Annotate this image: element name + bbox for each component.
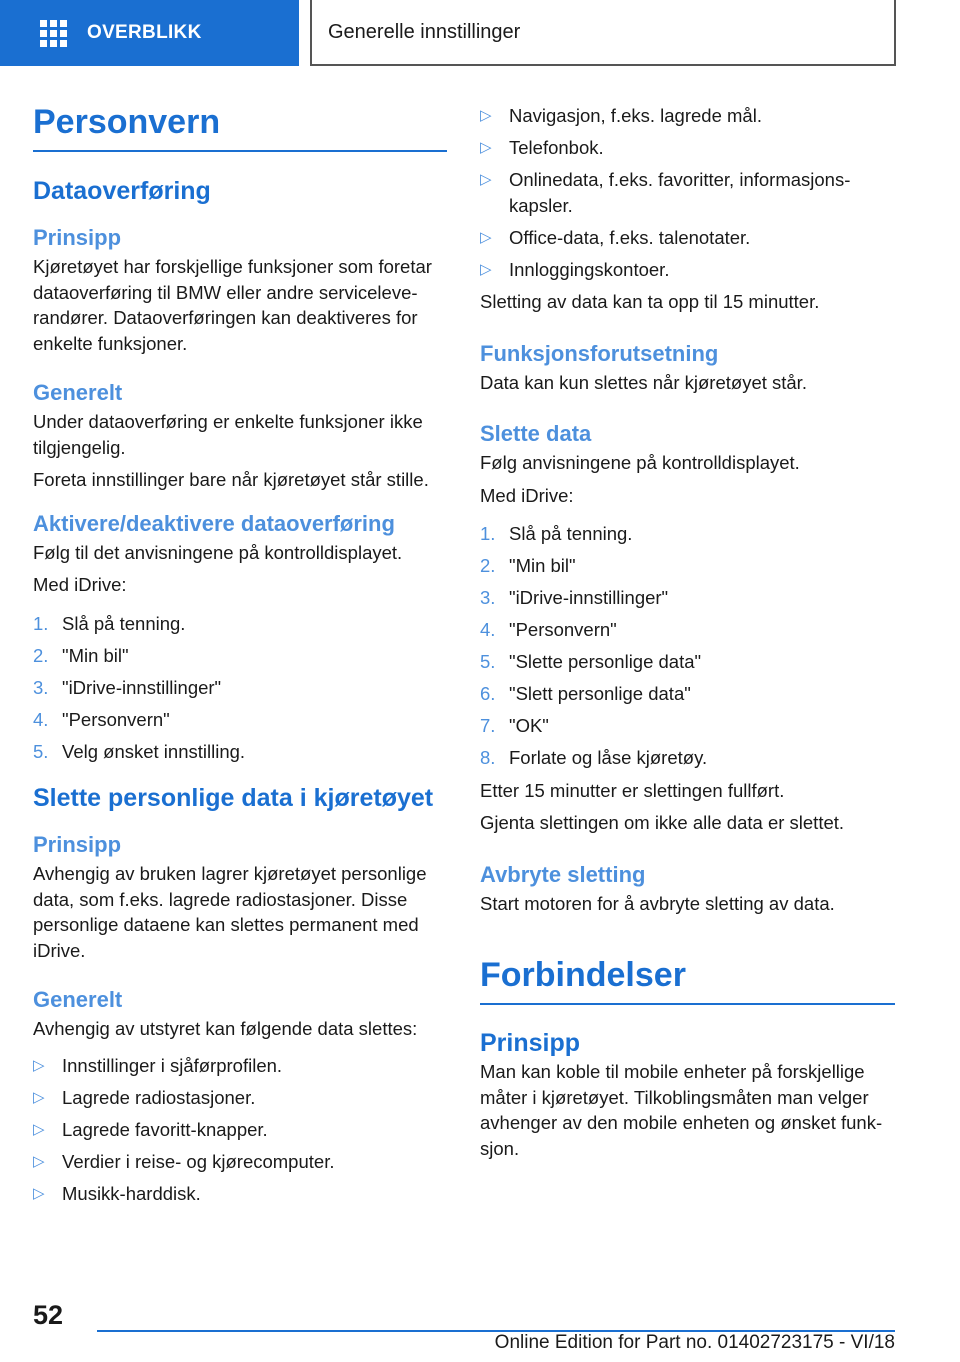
list-item: ▷ Navigasjon, f.eks. lagrede mål.	[480, 103, 895, 129]
subheading-prinsipp: Prinsipp	[33, 225, 122, 250]
triangle-bullet-icon: ▷	[33, 1056, 45, 1074]
paragraph: Følg til det anvisningene på kontrolldisplayet.	[33, 541, 403, 563]
subheading-avbryte-sletting: Avbryte sletting	[480, 861, 646, 887]
list-item: 1. Slå på tenning.	[33, 612, 186, 634]
grid-icon	[40, 20, 67, 47]
subheading-funksjonsforutsetning: Funksjonsforutsetning	[480, 340, 719, 366]
list-item: 7. "OK"	[480, 715, 549, 736]
section-heading-dataoverforing: Dataoverføring	[33, 177, 211, 205]
subheading-generelt: Generelt	[33, 987, 123, 1012]
list-item: ▷ Innloggingskontoer.	[480, 257, 895, 283]
list-item: 5. Velg ønsket innstilling.	[33, 740, 246, 762]
bullet-list	[33, 1053, 447, 1207]
paragraph: Foreta innstillinger bare når kjøretøyet står stille.	[33, 469, 429, 490]
list-item: ▷ Onlinedata, f.eks. favoritter, informasjons‐ kapsler.	[480, 169, 851, 216]
list-item: 3. "iDrive-innstillinger"	[480, 587, 669, 608]
list-item: 5. "Slette personlige data"	[480, 651, 702, 672]
triangle-bullet-icon: ▷	[480, 171, 492, 188]
page-number: 52	[33, 1300, 64, 1330]
triangle-bullet-icon: ▷	[480, 260, 492, 278]
subheading-generelt: Generelt	[33, 380, 123, 405]
paragraph: Under dataoverføring er enkelte funksjoner ikke tilgjengelig.	[33, 411, 423, 458]
list-item: ▷ Innstillinger i sjåførprofilen.	[33, 1053, 447, 1079]
list-item: 2. "Min bil"	[480, 555, 576, 576]
section-tab[interactable]	[310, 0, 896, 66]
paragraph: Følg anvisningene på kontrolldisplayet.	[480, 452, 800, 473]
triangle-bullet-icon: ▷	[33, 1088, 45, 1106]
list-item: ▷ Verdier i reise- og kjørecomputer.	[33, 1149, 447, 1175]
numbered-list	[33, 611, 447, 765]
bullet-list	[480, 103, 895, 282]
top-navigation-bar	[0, 0, 960, 66]
paragraph: Avhengig av bruken lagrer kjøretøyet personlige data, som f.eks. lagrede radiostasjoner. Disse personlige dataene kan slettes permanent med iDrive.	[33, 863, 427, 961]
subheading-prinsipp: Prinsipp	[480, 1029, 581, 1057]
list-item: 3. "iDrive-innstillinger"	[33, 676, 222, 698]
list-item: ▷ Musikk-harddisk.	[33, 1181, 447, 1207]
paragraph: Data kan kun slettes når kjøretøyet står.	[480, 371, 807, 393]
triangle-bullet-icon: ▷	[33, 1152, 45, 1170]
right-column	[480, 103, 895, 1168]
subheading-aktivere: Aktivere/deaktivere dataoverføring	[33, 510, 395, 536]
paragraph: Kjøretøyet har forskjellige funksjoner som foretar dataoverføring til BMW eller andre serviceleve‐ randører. Dataoverføringen kan deaktiveres for enkelte funksjoner.	[33, 256, 432, 354]
list-item: 4. "Personvern"	[480, 619, 617, 640]
paragraph: Man kan koble til mobile enheter på forskjellige måter i kjøretøyet. Tilkoblingsmåten man velger avhenger av den mobile enheten og ønsket funk‐ sjon.	[480, 1061, 883, 1159]
list-item: 8. Forlate og låse kjøretøy.	[480, 747, 708, 768]
section-heading-slette: Slette personlige data i kjøretøyet	[33, 784, 434, 812]
overview-tab-label: OVERBLIKK	[87, 22, 202, 43]
paragraph: Sletting av data kan ta opp til 15 minutter.	[480, 291, 820, 312]
list-item: 2. "Min bil"	[33, 644, 129, 666]
paragraph: Med iDrive:	[480, 484, 574, 506]
triangle-bullet-icon: ▷	[33, 1184, 45, 1202]
paragraph: Med iDrive:	[33, 574, 127, 595]
page-title: Personvern	[33, 100, 447, 152]
overview-tab[interactable]	[0, 0, 299, 66]
list-item: 6. "Slett personlige data"	[480, 683, 691, 704]
list-item: ▷ Office-data, f.eks. talenotater.	[480, 225, 895, 251]
left-column	[33, 100, 447, 1213]
edition-text: Online Edition for Part no. 01402723175 - VI/18	[494, 1332, 895, 1353]
triangle-bullet-icon: ▷	[33, 1120, 45, 1138]
numbered-list	[480, 521, 895, 771]
list-item: ▷ Lagrede radiostasjoner.	[33, 1085, 447, 1111]
section-title-forbindelser: Forbindelser	[480, 953, 895, 1005]
paragraph: Gjenta slettingen om ikke alle data er slettet.	[480, 812, 845, 833]
list-item: ▷ Telefonbok.	[480, 135, 895, 161]
list-item: 4. "Personvern"	[33, 708, 170, 730]
subheading-prinsipp: Prinsipp	[33, 832, 122, 857]
triangle-bullet-icon: ▷	[480, 107, 492, 124]
paragraph: Start motoren for å avbryte sletting av data.	[480, 892, 835, 914]
paragraph: Etter 15 minutter er slettingen fullført.	[480, 779, 785, 801]
triangle-bullet-icon: ▷	[480, 139, 492, 156]
list-item: ▷ Lagrede favoritt-knapper.	[33, 1117, 447, 1143]
list-item: 1. Slå på tenning.	[480, 523, 633, 544]
subheading-slette-data: Slette data	[480, 421, 592, 446]
section-tab-label: Generelle innstillinger	[328, 20, 521, 43]
triangle-bullet-icon: ▷	[480, 228, 492, 246]
paragraph: Avhengig av utstyret kan følgende data slettes:	[33, 1018, 418, 1039]
